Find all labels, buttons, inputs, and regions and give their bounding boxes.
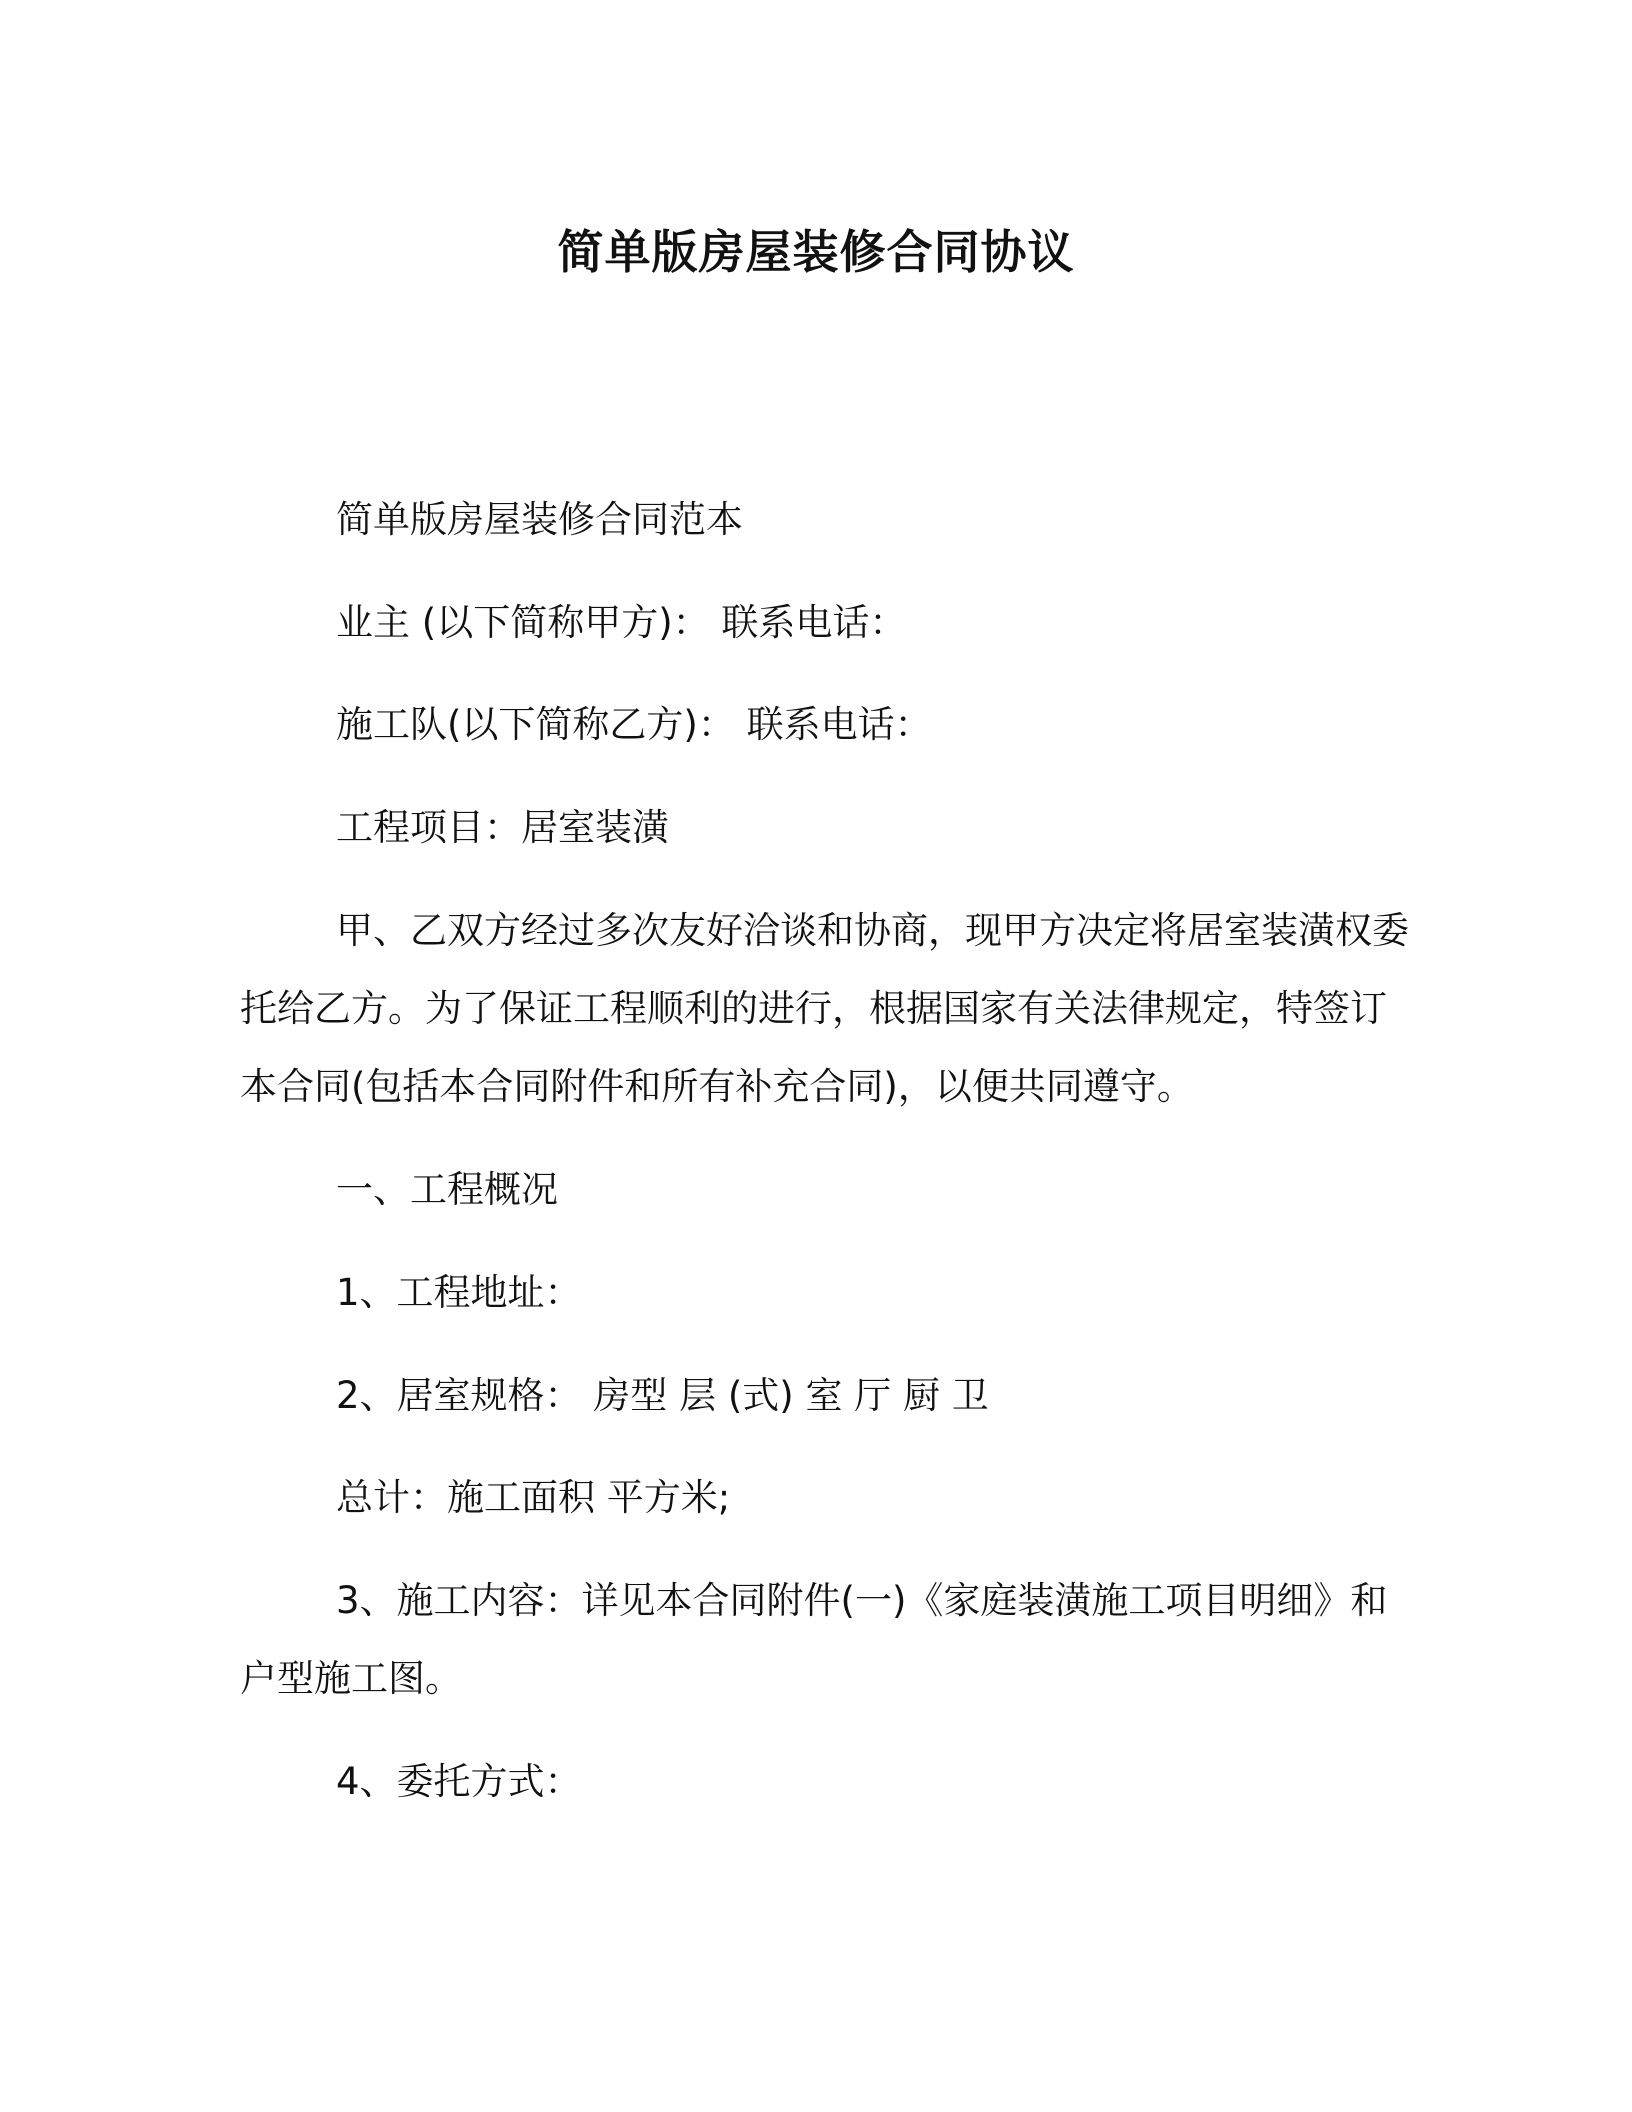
clause-area-total: 总计：施工面积 平方米;	[336, 1476, 731, 1519]
party-a-line: 业主 (以下简称甲方)： 联系电话：	[336, 601, 907, 644]
contract-template-heading: 简单版房屋装修合同范本	[336, 498, 743, 541]
clause-room-spec: 2、居室规格： 房型 层 (式) 室 厅 厨 卫	[336, 1374, 989, 1417]
project-line: 工程项目：居室装潢	[336, 806, 669, 849]
section-heading-overview: 一、工程概况	[336, 1168, 558, 1211]
clause-work-content: 3、施工内容：详见本合同附件(一)《家庭装潢施工项目明细》和户型施工图。	[240, 1579, 1388, 1700]
preamble-paragraph: 甲、乙双方经过多次友好洽谈和协商，现甲方决定将居室装潢权委托给乙方。为了保证工程顺利的进行，根据国家有关法律规定，特签订本合同(包括本合同附件和所有补充合同)，以便共同遵守。	[240, 909, 1409, 1108]
clause-commission-method: 4、委托方式：	[336, 1760, 582, 1803]
clause-address: 1、工程地址：	[336, 1271, 582, 1314]
document-title: 简单版房屋装修合同协议	[557, 225, 1075, 279]
party-b-line: 施工队(以下简称乙方)： 联系电话：	[336, 703, 932, 746]
